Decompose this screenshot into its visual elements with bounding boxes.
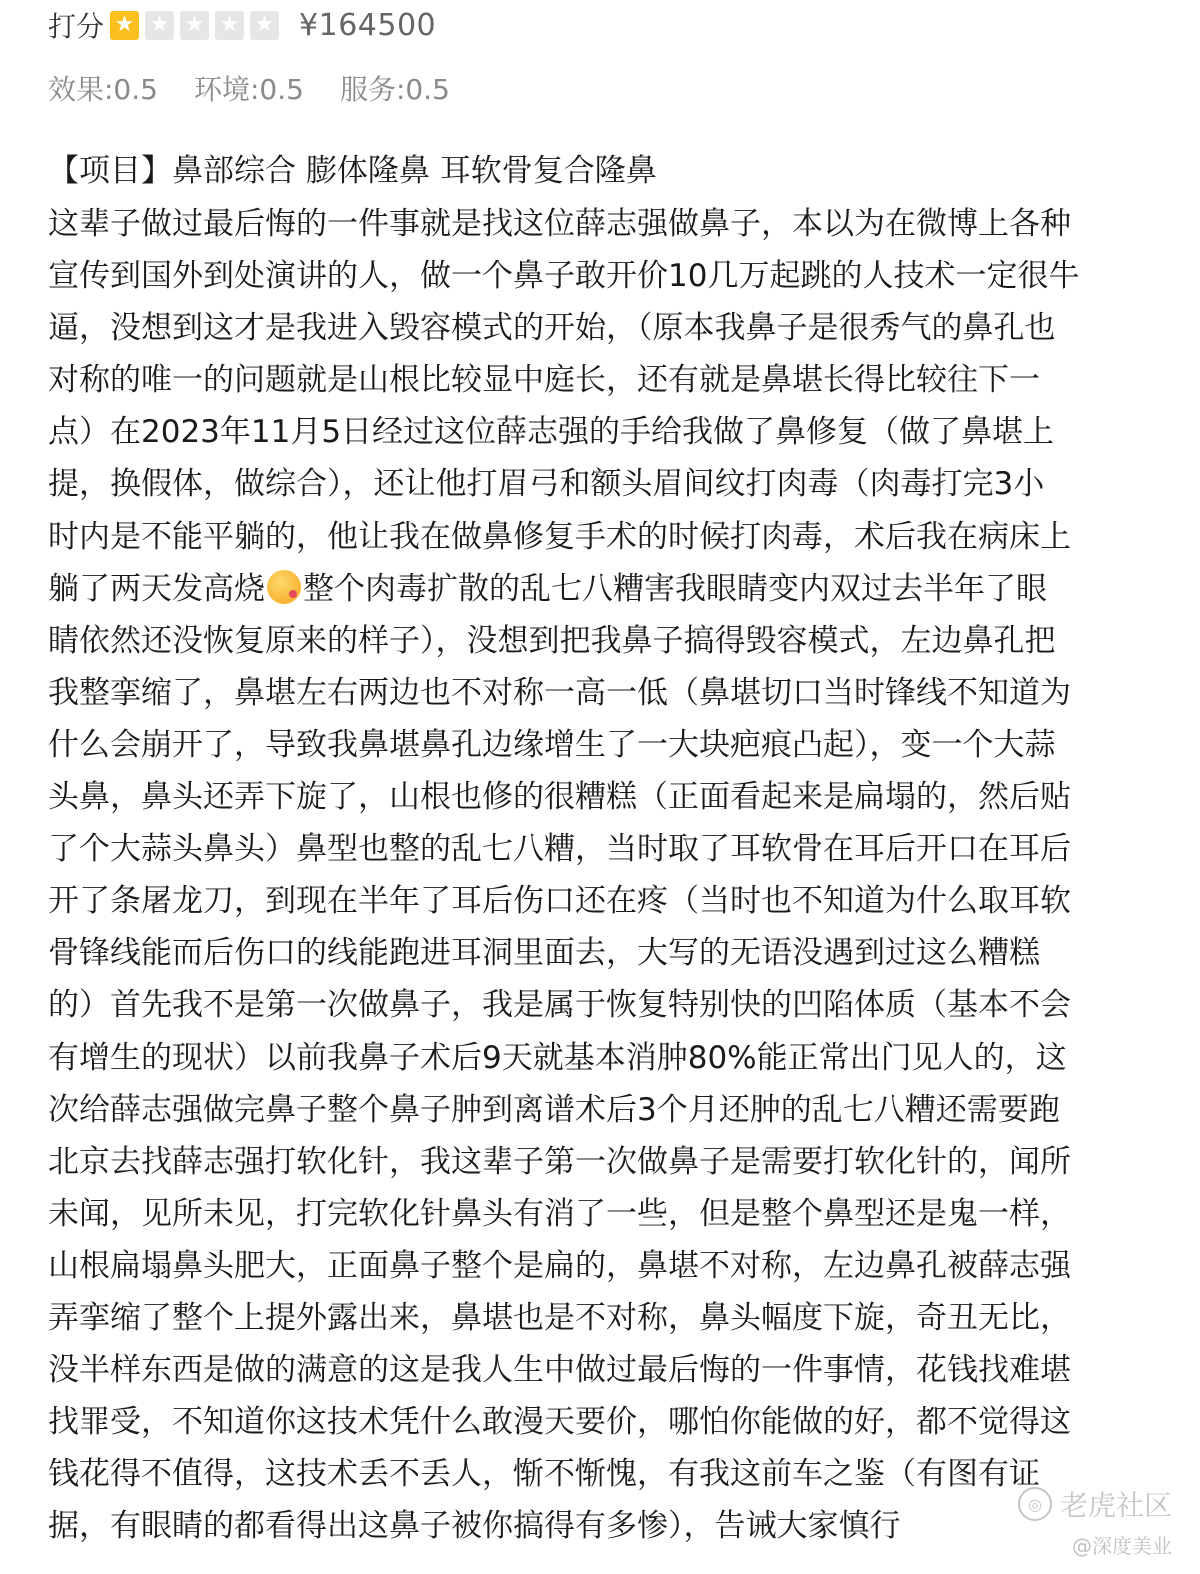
review-line: 对称的唯一的问题就是山根比较显中庭长，还有就是鼻堪长得比较往下一: [48, 362, 1040, 399]
review-line: 逼，没想到这才是我进入毁容模式的开始，（原本我鼻子是很秀气的鼻孔也: [48, 310, 1056, 347]
review-line-part: 整个肉毒扩散的乱七八糟害我眼睛变内双过去半年了眼: [303, 570, 1047, 607]
review-line: 找罪受，不知道你这技术凭什么敢漫天要价，哪怕你能做的好，都不觉得这: [48, 1404, 1071, 1441]
review-line-part: 躺了两天发高烧: [48, 570, 265, 607]
price: ¥164500: [299, 7, 437, 43]
scores-row: [48, 66, 486, 110]
watermark-handle: @深度美业: [1072, 1534, 1172, 1558]
review-line: 这辈子做过最后悔的一件事就是找这位薛志强做鼻子，本以为在微博上各种: [48, 206, 1071, 242]
review-line: 弄挛缩了整个上提外露出来，鼻堪也是不对称，鼻头幅度下旋，奇丑无比，: [48, 1299, 1071, 1336]
star-rating: [110, 11, 285, 40]
watermark-brand: [1018, 1484, 1172, 1524]
review-line: 宣传到国外到处演讲的人，做一个鼻子敢开价10几万起跳的人技术一定很牛: [48, 258, 1080, 295]
score-environment: 环境:0.5: [193, 73, 304, 106]
review-line: 北京去找薛志强打软化针，我这辈子第一次做鼻子是需要打软化针的，闻所: [48, 1143, 1071, 1180]
star-filled-icon: ★: [110, 11, 139, 40]
review-line: 时内是不能平躺的，他让我在做鼻修复手术的时候打肉毒，术后我在病床上: [48, 518, 1071, 555]
review-line: 睛依然还没恢复原来的样子），没想到把我鼻子搞得毁容模式，左边鼻孔把: [48, 622, 1056, 659]
score-effect: 效果:0.5: [48, 73, 158, 106]
review-line: 头鼻，鼻头还弄下旋了，山根也修的很糟糕（正面看起来是扁塌的，然后贴: [48, 779, 1071, 816]
review-line: 据，有眼睛的都看得出这鼻子被你搞得有多惨），告诫大家慎行: [48, 1508, 901, 1545]
review-line: 提，换假体，做综合），还让他打眉弓和额头眉间纹打肉毒（肉毒打完3小: [48, 466, 1045, 503]
review-line: 次给薛志强做完鼻子整个鼻子肿到离谱术后3个月还肿的乱七八糟还需要跑: [48, 1091, 1060, 1128]
star-empty-icon: ★: [180, 11, 209, 40]
watermark-brand-text: 老虎社区: [1059, 1489, 1172, 1522]
review-line: 开了条屠龙刀，到现在半年了耳后伤口还在疼（当时也不知道为什么取耳软: [48, 883, 1071, 920]
score-service: 服务:0.5: [339, 73, 450, 106]
review-line: 有增生的现状）以前我鼻子术后9天就基本消肿80%能正常出门见人的，这: [48, 1039, 1067, 1076]
review-line: 骨锋线能而后伤口的线能跑进耳洞里面去，大写的无语没遇到过这么糟糕: [48, 935, 1040, 972]
tiger-logo-icon: ◎: [1018, 1487, 1052, 1521]
review-line: 没半样东西是做的满意的这是我人生中做过最后悔的一件事情，花钱找难堪: [48, 1352, 1071, 1389]
review-line: 点）在2023年11月5日经过这位薛志强的手给我做了鼻修复（做了鼻堪上: [48, 414, 1055, 451]
review-line: 钱花得不值得，这技术丢不丢人，惭不惭愧，有我这前车之鉴（有图有证: [48, 1456, 1040, 1493]
review-line: 未闻，见所未见，打完软化针鼻头有消了一些，但是整个鼻型还是鬼一样，: [48, 1195, 1071, 1232]
review-line: 什么会崩开了，导致我鼻堪鼻孔边缘增生了一大块疤痕凸起），变一个大蒜: [48, 726, 1056, 763]
review-line: [48, 563, 1148, 615]
project-title: 【项目】鼻部综合 膨体隆鼻 耳软骨复合隆鼻: [48, 153, 657, 189]
star-empty-icon: ★: [250, 11, 279, 40]
rating-row: [48, 2, 436, 48]
review-line: 了个大蒜头鼻头）鼻型也整的乱七八糟，当时取了耳软骨在耳后开口在耳后: [48, 831, 1071, 868]
rating-label: 打分: [48, 10, 105, 43]
star-empty-icon: ★: [215, 11, 244, 40]
star-empty-icon: ★: [145, 11, 174, 40]
review-body: [48, 198, 1148, 1552]
woozy-face-icon: [267, 570, 301, 604]
review-line: 山根扁塌鼻头肥大，正面鼻子整个是扁的，鼻堪不对称，左边鼻孔被薛志强: [48, 1247, 1071, 1284]
review-line: 我整挛缩了，鼻堪左右两边也不对称一高一低（鼻堪切口当时锋线不知道为: [48, 674, 1071, 711]
review-line: 的）首先我不是第一次做鼻子，我是属于恢复特别快的凹陷体质（基本不会: [48, 987, 1071, 1024]
